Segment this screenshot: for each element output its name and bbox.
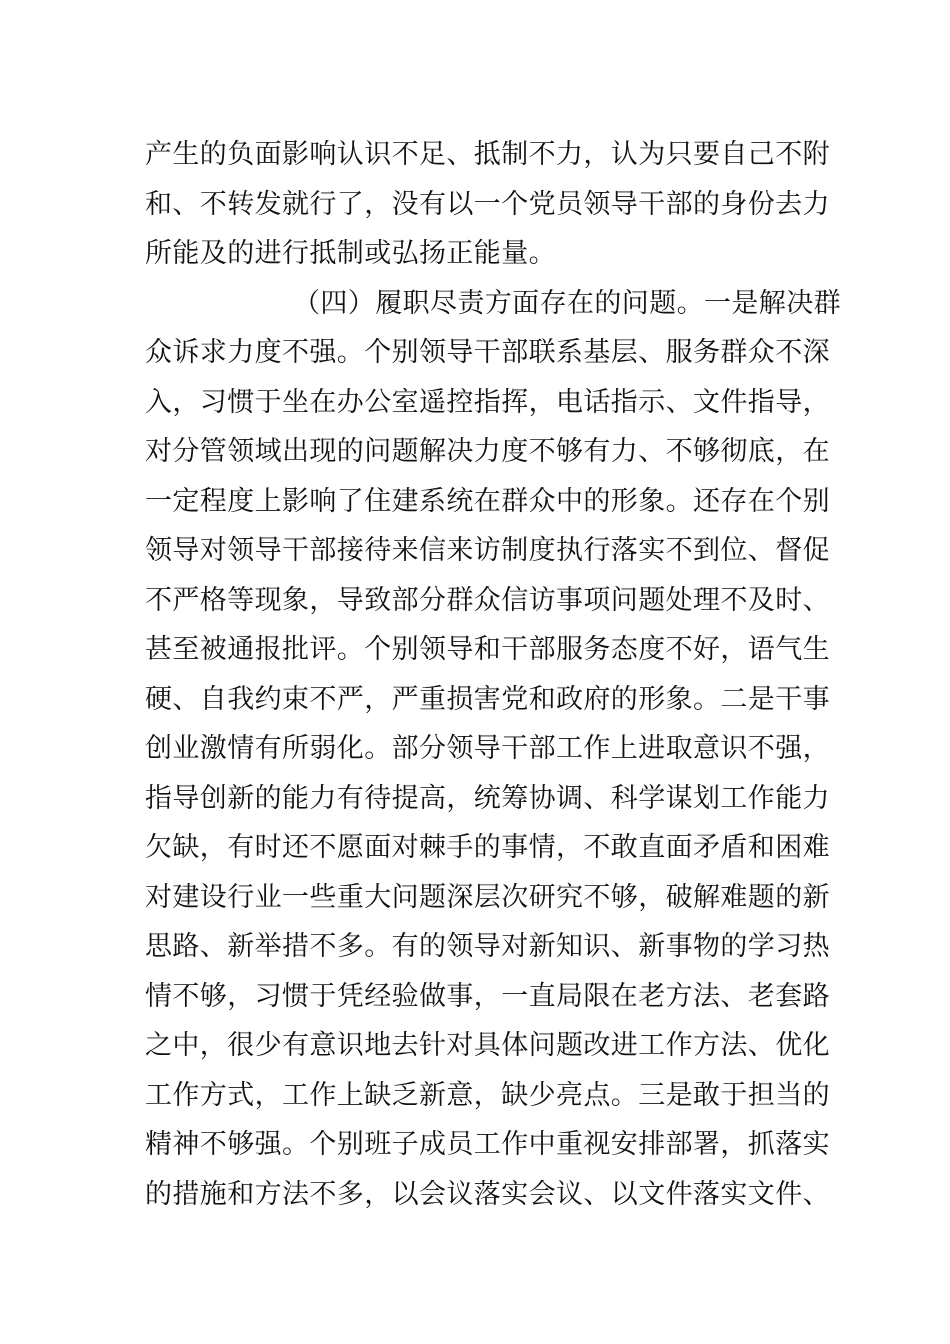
text-line: 所能及的进行抵制或弘扬正能量。 xyxy=(145,238,556,269)
text-line: 对分管领域出现的问题解决力度不够有力、不够彻底，在 xyxy=(145,436,830,467)
text-line: 欠缺，有时还不愿面对棘手的事情，不敢直面矛盾和困难 xyxy=(145,832,830,863)
text-line: 入，习惯于坐在办公室遥控指挥，电话指示、文件指导， xyxy=(145,386,830,418)
text-line: 工作方式，工作上缺乏新意，缺少亮点。三是敢于担当的 xyxy=(145,1079,830,1111)
text-line: 思路、新举措不多。有的领导对新知识、新事物的学习热 xyxy=(145,931,830,962)
section-heading-line: （四）履职尽责方面存在的问题。一是解决群 xyxy=(293,287,841,319)
text-line: 指导创新的能力有待提高，统筹协调、科学谋划工作能力 xyxy=(145,782,830,814)
text-line: 的措施和方法不多，以会议落实会议、以文件落实文件、 xyxy=(145,1178,830,1210)
text-line: 硬、自我约束不严，严重损害党和政府的形象。二是干事 xyxy=(145,683,830,715)
text-line: 不严格等现象，导致部分群众信访事项问题处理不及时、 xyxy=(145,584,830,616)
text-line: 和、不转发就行了，没有以一个党员领导干部的身份去力 xyxy=(145,188,830,220)
body-text xyxy=(145,130,841,1219)
text-line: 领导对领导干部接待来信来访制度执行落实不到位、督促 xyxy=(145,535,830,566)
text-line: 之中，很少有意识地去针对具体问题改进工作方法、优化 xyxy=(145,1030,830,1061)
text-line: 情不够，习惯于凭经验做事，一直局限在老方法、老套路 xyxy=(145,980,830,1012)
text-line: 精神不够强。个别班子成员工作中重视安排部署，抓落实 xyxy=(145,1129,830,1160)
text-line: 甚至被通报批评。个别领导和干部服务态度不好，语气生 xyxy=(145,634,830,665)
text-line: 众诉求力度不强。个别领导干部联系基层、服务群众不深 xyxy=(145,337,830,368)
text-line: 创业激情有所弱化。部分领导干部工作上进取意识不强， xyxy=(145,733,830,764)
text-line: 产生的负面影响认识不足、抵制不力，认为只要自己不附 xyxy=(145,139,830,170)
text-line: 对建设行业一些重大问题深层次研究不够，破解难题的新 xyxy=(145,881,830,913)
text-line: 一定程度上影响了住建系统在群众中的形象。还存在个别 xyxy=(145,485,830,517)
